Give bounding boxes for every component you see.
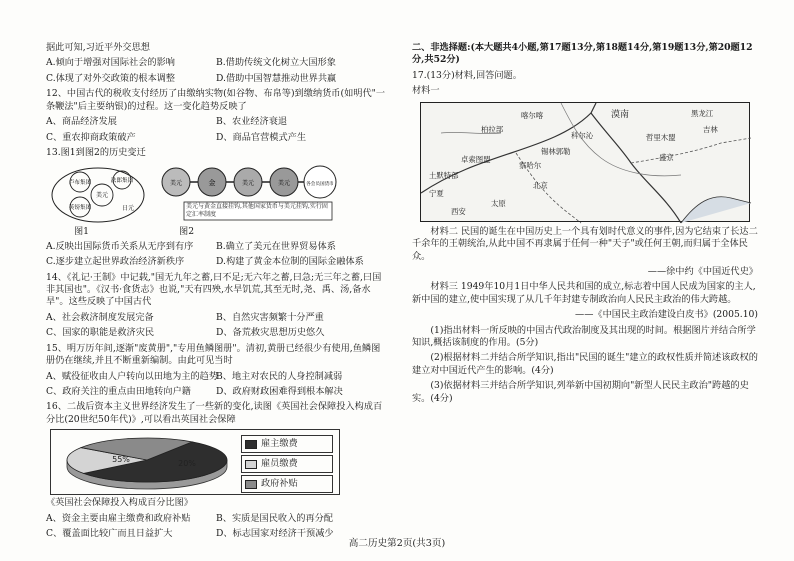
q16-stem: 16、二战后资本主义世界经济发生了一些新的变化,读图《英国社会保障投入构成百分比(20世纪50年代)》,可以看出英国社会保障: [46, 401, 383, 425]
q14-option-b[interactable]: B、自然灾害频繁十分严重: [216, 311, 324, 323]
q11-options-row2: [46, 73, 386, 85]
q13-fig-captions: [74, 226, 386, 238]
q14-option-a[interactable]: A、社会救济制度发展完备: [46, 311, 154, 323]
map-label-15: 黑龙江: [691, 108, 714, 118]
q13-option-b[interactable]: B.确立了美元在世界贸易体系: [216, 240, 336, 252]
q13-option-d[interactable]: D.构建了黄金本位制的国际金融体系: [216, 256, 364, 268]
figure-1-diagram: [50, 166, 146, 224]
pie-legend: [241, 435, 333, 495]
fig1-item-2: 英镑集团: [68, 205, 92, 212]
legend-label-government: 政府补贴: [261, 478, 298, 490]
q14-options-row2: [46, 327, 386, 339]
q14-option-c[interactable]: C、国家的职能是救济灾民: [46, 327, 155, 339]
legend-label-employee: 雇员缴费: [261, 458, 298, 470]
q15-option-d[interactable]: D、政府财政困难得到根本解决: [216, 386, 343, 398]
q11-option-a[interactable]: A.倾向于增强对国际社会的影响: [46, 57, 175, 69]
legend-swatch-government: [245, 480, 257, 489]
fig2-circle-1: 美元: [169, 180, 183, 188]
q12-option-d[interactable]: D、商品官营模式产生: [216, 131, 307, 143]
q15-option-c[interactable]: C、政府关注的重点由田地转向户籍: [46, 386, 191, 398]
q15-options-row1: [46, 371, 386, 383]
q13-stem: 13.图1到图2的历史变迁: [46, 146, 146, 158]
map-label-10: 宁夏: [429, 188, 444, 198]
legend-item-employer: [241, 435, 333, 453]
material-2-source: ——徐中约《中国近代史》: [647, 265, 758, 277]
question-3: (3)依据材料三并结合所学知识,列举新中国初期向"新型人民民主政治"跨越的史实。(4分): [412, 380, 749, 404]
q17-heading: 17.(13分)材料,回答问题。: [412, 69, 522, 81]
left-column: [46, 0, 386, 540]
map-label-12: 察哈尔: [519, 160, 542, 170]
q16-options-row1: [46, 513, 386, 525]
historical-map: [420, 102, 750, 222]
q16-option-b[interactable]: B、实质是国民收入的再分配: [216, 512, 334, 524]
fig2-caption: 图2: [179, 226, 195, 238]
q11-option-b[interactable]: B.借助传统文化树立大国形象: [216, 57, 336, 69]
q12-option-b[interactable]: B、农业经济衰退: [216, 116, 288, 128]
map-label-9: 西安: [451, 206, 466, 216]
q13-option-c[interactable]: C.逐步建立起世界政治经济新秩序: [46, 256, 185, 268]
map-label-3: 土默特部: [429, 170, 459, 180]
material-3-source: ——《中国民主政治建设白皮书》(2005.10): [575, 309, 758, 321]
pie-label-employer: 55%: [112, 455, 130, 465]
q16-option-d[interactable]: D、标志国家对经济干预减少: [216, 528, 334, 540]
q12-options-row2: [46, 132, 386, 144]
q14-stem: 14、《礼记·王制》中记载,"国无九年之蓄,曰不足;无六年之蓄,曰急;无三年之蓄,曰国非其国也"。《汉书·食货志》也说,"天有四殃,水旱饥荒,其至无时,尧、禹、汤,备水旱"。这些反映了中国古代: [46, 271, 382, 308]
fig1-item-3: 法郎集团: [110, 178, 134, 185]
q16-pie-chart: [50, 429, 340, 495]
q13-options-row2: [46, 256, 386, 268]
q12-option-c[interactable]: C、重农抑商政策破产: [46, 131, 136, 143]
right-column: [412, 0, 758, 533]
map-label-13: 锡林郭勒: [541, 146, 571, 156]
pie-caption: 《英国社会保障投入构成百分比图》: [46, 497, 193, 509]
material-3: 材料三 1949年10月1日中华人民共和国的成立,标志着中国人民成为国家的主人,新中国的建立,使中国实现了从几千年封建专制政治向人民民主政治的伟大跨越。: [412, 281, 756, 305]
material-2: 材料二 民国的诞生在中国历史上一个具有划时代意义的事件,因为它结束了长达二千余年的王朝统治,从此中国不再隶属于任何一种"天子"或任何王朝,而归属于全体民众。: [412, 225, 758, 262]
q14-options-row1: [46, 312, 386, 324]
q12-stem: 12、中国古代的税收支付经历了由缴纳实物(如谷物、布帛等)到缴纳货币(如明代"一条鞭法"后主要纳银)的过程。这一变化趋势反映了: [46, 88, 386, 112]
q11-intro: 据此可知,习近平外交思想: [46, 42, 150, 53]
q13-options-row1: [46, 241, 386, 253]
map-label-6: 北京: [533, 180, 548, 190]
q13-figures: [50, 162, 386, 224]
q15-stem: 15、明万历年间,逐渐"废黄册","专用鱼鳞图册"。清初,黄册已经很少有使用,鱼鳞图册仍在继续,并且不断重新编制。由此可见当时: [46, 342, 381, 367]
material-1-label: 材料一: [412, 85, 440, 97]
pie-svg: [59, 434, 235, 492]
figure-2-diagram: [154, 164, 344, 224]
q13-option-a[interactable]: A.反映出国际货币关系从无序到有序: [46, 240, 194, 252]
map-label-2: 卓索图盟: [461, 154, 491, 164]
fig1-item-1: 卢布集团: [68, 180, 92, 187]
section-title: 二、非选择题:(本大题共4小题,第17题13分,第18题14分,第19题13分,第20题12分,共52分): [412, 42, 753, 66]
question-1: (1)指出材料一所反映的中国古代政治制度及其出现的时间。根据图片并结合所学知识,概括该制度的作用。(5分): [412, 324, 756, 349]
map-label-7: 盛京: [659, 152, 674, 162]
legend-swatch-employee: [245, 460, 257, 469]
q15-option-a[interactable]: A、赋役征收由人户转向以田地为主的趋势: [46, 370, 219, 382]
question-2: (2)根据材料二并结合所学知识,指出"民国的诞生"建立的政权性质并简述该政权的建立对中国近代产生的影响。(4分): [412, 352, 758, 376]
q12-options-row1: [46, 116, 386, 128]
fig2-circle-4: 美元: [277, 180, 291, 188]
legend-label-employer: 雇主缴费: [261, 438, 298, 450]
map-label-4: 科尔沁: [571, 130, 594, 140]
fig1-caption: 图1: [74, 226, 90, 238]
map-label-14: 吉林: [703, 124, 718, 134]
q11-option-d[interactable]: D.借助中国智慧推动世界共赢: [216, 72, 337, 84]
fig2-note: 美元与黄金直接挂钩,其他国家货币与美元挂钩,实行固定汇率制度: [186, 203, 328, 218]
map-label-8: 太原: [491, 198, 506, 208]
q16-option-c[interactable]: C、覆盖面比较广而且日益扩大: [46, 528, 173, 540]
legend-swatch-employer: [245, 440, 257, 449]
fig2-circle-3: 美元: [241, 180, 255, 188]
q14-option-d[interactable]: D、备荒救灾思想历史悠久: [216, 327, 325, 339]
map-label-5: 哲里木盟: [646, 132, 676, 142]
map-label-11: 喀尔喀: [521, 110, 544, 120]
fig1-center: 美元: [95, 192, 109, 200]
map-label-0: 漠南: [611, 109, 630, 120]
q15-option-b[interactable]: B、地主对农民的人身控制减弱: [216, 370, 343, 382]
pie-label-employee: 20%: [178, 459, 196, 469]
q16-option-a[interactable]: A、资金主要由雇主缴费和政府补贴: [46, 512, 191, 524]
fig2-circle-2: 金: [208, 179, 216, 188]
legend-item-employee: [241, 455, 333, 473]
q11-option-c[interactable]: C.体现了对外交政策的根本调整: [46, 72, 176, 84]
fig2-circle-5: 各会员国货币: [306, 182, 334, 188]
legend-item-government: [241, 475, 333, 493]
map-label-1: 柏拉部: [481, 124, 504, 134]
fig1-item-4: 日元: [121, 205, 135, 213]
page-footer: 高二历史第2页(共3页): [348, 538, 446, 550]
q12-option-a[interactable]: A、商品经济发展: [46, 116, 117, 128]
q15-options-row2: [46, 386, 386, 398]
q11-options-row1: [46, 57, 386, 69]
